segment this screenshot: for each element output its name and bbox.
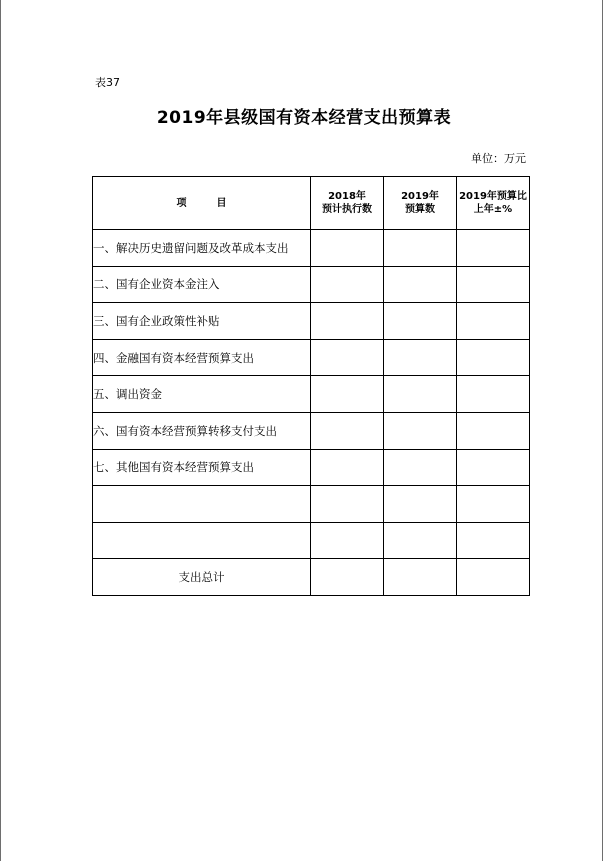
table-row [93,230,530,267]
cell-2018 [311,449,384,486]
table-header-row [93,177,530,230]
row-item-label: 四、金融国有资本经营预算支出 [93,339,311,376]
cell-2019 [384,303,457,340]
row-item-label [93,486,311,523]
table-row [93,449,530,486]
unit-label: 单位：万元 [471,152,526,165]
cell-2018 [311,303,384,340]
table-row [93,412,530,449]
cell-2018 [311,339,384,376]
total-row [93,559,530,596]
row-item-label [93,522,311,559]
page-title: 2019年县级国有资本经营支出预算表 [156,108,452,128]
cell-change [457,522,530,559]
cell-2018 [311,376,384,413]
table-row [93,339,530,376]
header-item: 项 目 [93,177,311,230]
cell-change [457,230,530,267]
cell-2019 [384,376,457,413]
table-row [93,376,530,413]
total-label: 支出总计 [93,559,311,596]
header-change-percent [457,177,530,230]
header-2019-line2: 预算数 [405,204,435,215]
cell-2019 [384,522,457,559]
cell-2019 [384,449,457,486]
header-2018-estimated [311,177,384,230]
row-item-label: 六、国有资本经营预算转移支付支出 [93,412,311,449]
cell-change [457,449,530,486]
row-item-label: 五、调出资金 [93,376,311,413]
cell-change [457,412,530,449]
cell-2018 [311,486,384,523]
row-item-label: 七、其他国有资本经营预算支出 [93,449,311,486]
table-row [93,486,530,523]
table-row [93,522,530,559]
cell-2018 [311,412,384,449]
header-change-line2: 上年±% [473,204,513,215]
budget-table [92,176,530,596]
total-2019 [384,559,457,596]
cell-change [457,266,530,303]
row-item-label: 一、解决历史遗留问题及改革成本支出 [93,230,311,267]
table-number: 表37 [95,76,120,89]
row-item-label: 二、国有企业资本金注入 [93,266,311,303]
cell-2018 [311,230,384,267]
header-change-line1: 2019年预算比 [459,191,527,202]
table-row [93,303,530,340]
table-row [93,266,530,303]
header-2019-budget [384,177,457,230]
cell-change [457,376,530,413]
table-body [93,230,530,596]
header-2019-line1: 2019年 [401,191,439,202]
total-2018 [311,559,384,596]
cell-2019 [384,486,457,523]
cell-2019 [384,266,457,303]
cell-2019 [384,230,457,267]
header-2018-line2: 预计执行数 [322,204,372,215]
row-item-label: 三、国有企业政策性补贴 [93,303,311,340]
cell-2018 [311,266,384,303]
cell-change [457,486,530,523]
cell-change [457,303,530,340]
total-change [457,559,530,596]
header-2018-line1: 2018年 [328,191,366,202]
cell-change [457,339,530,376]
cell-2019 [384,412,457,449]
cell-2019 [384,339,457,376]
cell-2018 [311,522,384,559]
